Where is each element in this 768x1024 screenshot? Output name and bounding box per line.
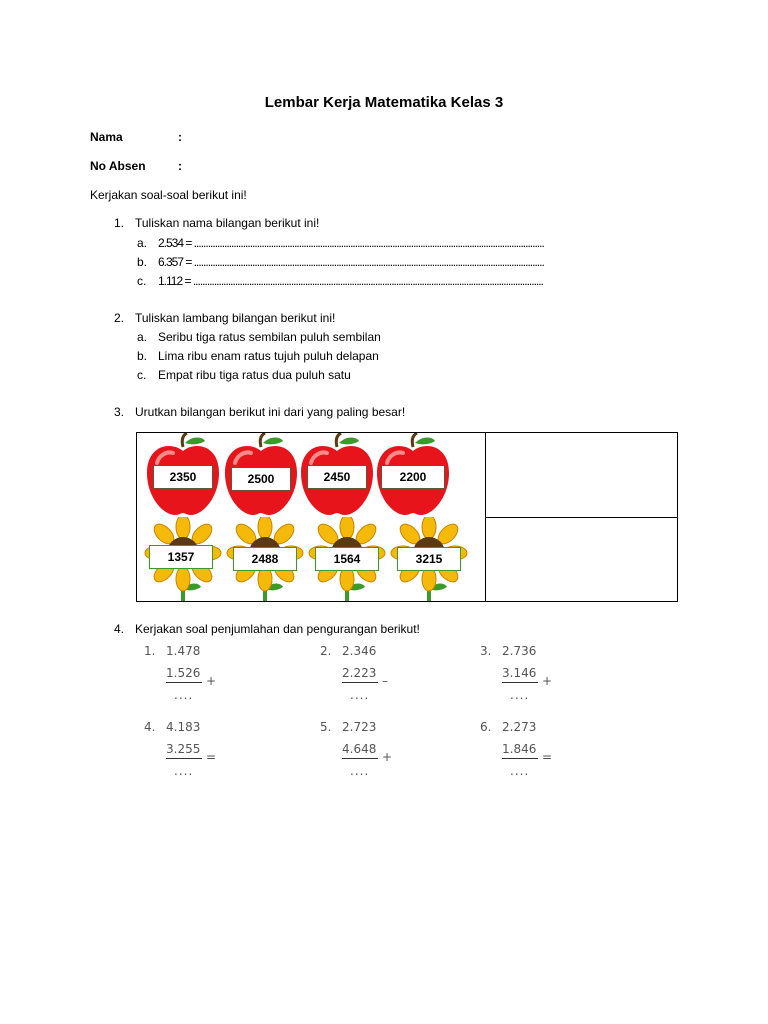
ordering-table [136, 432, 678, 602]
q1-item-a-letter: a. [137, 236, 148, 250]
name-field [90, 130, 182, 144]
apple-4 [373, 433, 453, 517]
arith-answer: .... [350, 764, 370, 778]
apple-number-1: 2350 [153, 465, 213, 489]
sunflower-1 [143, 517, 223, 601]
q2-item-c-letter: c. [137, 368, 147, 382]
question-2-text: Tuliskan lambang bilangan berikut ini! [135, 311, 336, 325]
arith-operand-top: 2.346 [342, 644, 377, 658]
page-title: Lembar Kerja Matematika Kelas 3 [264, 94, 504, 111]
q1-item-b-letter: b. [137, 255, 148, 269]
arith-operand-top: 4.183 [166, 720, 201, 734]
arith-ordinal: 1. [144, 644, 156, 658]
name-colon: : [178, 130, 182, 144]
arith-ordinal: 5. [320, 720, 332, 734]
apple-2 [221, 433, 301, 517]
arith-answer: .... [350, 688, 370, 702]
arith-operand-top: 2.736 [502, 644, 537, 658]
arith-operand-bottom: 3.255 [166, 742, 201, 756]
apple-number-4: 2200 [381, 465, 445, 489]
sunflower-2 [225, 517, 305, 601]
arith-ordinal: 3. [480, 644, 492, 658]
question-1-text: Tuliskan nama bilangan berikut ini! [135, 216, 320, 230]
arith-operand-bottom: 1.526 [166, 666, 201, 680]
q2-item-b-text: Lima ribu enam ratus tujuh puluh delapan [158, 349, 379, 363]
sunflower-3 [307, 517, 387, 601]
sunflower-number-3: 1564 [315, 547, 379, 571]
apple-1 [143, 433, 223, 517]
arith-operand-bottom: 4.648 [342, 742, 377, 756]
arith-operand-bottom: 3.146 [502, 666, 537, 680]
question-2-number: 2. [114, 311, 125, 325]
absen-label: No Absen [90, 159, 146, 173]
arith-answer: .... [174, 688, 194, 702]
apple-3 [297, 433, 377, 517]
arith-line [166, 758, 202, 759]
arith-line [502, 758, 538, 759]
arith-ordinal: 6. [480, 720, 492, 734]
q2-item-a-letter: a. [137, 330, 148, 344]
arith-operand-top: 1.478 [166, 644, 201, 658]
question-3-number: 3. [114, 405, 125, 419]
sunflower-number-1: 1357 [149, 545, 213, 569]
q1-item-b-text: 6.357 = ...................................................................................................................................................... [158, 255, 544, 269]
question-1-number: 1. [114, 216, 125, 230]
sunflower-4 [389, 517, 469, 601]
q2-item-c-text: Empat ribu tiga ratus dua puluh satu [158, 368, 351, 382]
arith-answer: .... [510, 764, 530, 778]
q1-item-c-text: 1.112 = ...................................................................................................................................................... [158, 274, 543, 288]
arith-operand-bottom: 1.846 [502, 742, 537, 756]
instruction-text: Kerjakan soal-soal berikut ini! [90, 188, 247, 202]
arith-ordinal: 2. [320, 644, 332, 658]
question-3-text: Urutkan bilangan berikut ini dari yang paling besar! [135, 405, 406, 419]
arith-operand-top: 2.723 [342, 720, 377, 734]
arith-ordinal: 4. [144, 720, 156, 734]
arith-operator: + [542, 674, 553, 688]
arith-operator: + [382, 750, 393, 764]
arith-answer: .... [174, 764, 194, 778]
arith-line [502, 682, 538, 683]
q2-item-a-text: Seribu tiga ratus sembilan puluh sembilan [158, 330, 381, 344]
arith-operator: – [382, 674, 388, 688]
q2-item-b-letter: b. [137, 349, 148, 363]
name-label: Nama [90, 130, 123, 144]
apple-number-2: 2500 [231, 467, 291, 491]
question-4-number: 4. [114, 622, 125, 636]
sunflower-number-4: 3215 [397, 547, 461, 571]
arith-operand-bottom: 2.223 [342, 666, 377, 680]
absen-field [90, 159, 182, 173]
question-4-text: Kerjakan soal penjumlahan dan pengurangan berikut! [135, 622, 420, 636]
arith-operator: = [542, 750, 553, 764]
arith-operator: = [206, 750, 217, 764]
arith-answer: .... [510, 688, 530, 702]
apple-number-3: 2450 [307, 465, 367, 489]
q1-item-c-letter: c. [137, 274, 147, 288]
arith-line [342, 682, 378, 683]
arith-operator: + [206, 674, 217, 688]
absen-colon: : [178, 159, 182, 173]
arith-line [166, 682, 202, 683]
q1-item-a-text: 2.534 = ...................................................................................................................................................... [158, 236, 544, 250]
sunflower-number-2: 2488 [233, 547, 297, 571]
table-divider-horizontal [485, 517, 677, 518]
arith-line [342, 758, 378, 759]
arith-operand-top: 2.273 [502, 720, 537, 734]
